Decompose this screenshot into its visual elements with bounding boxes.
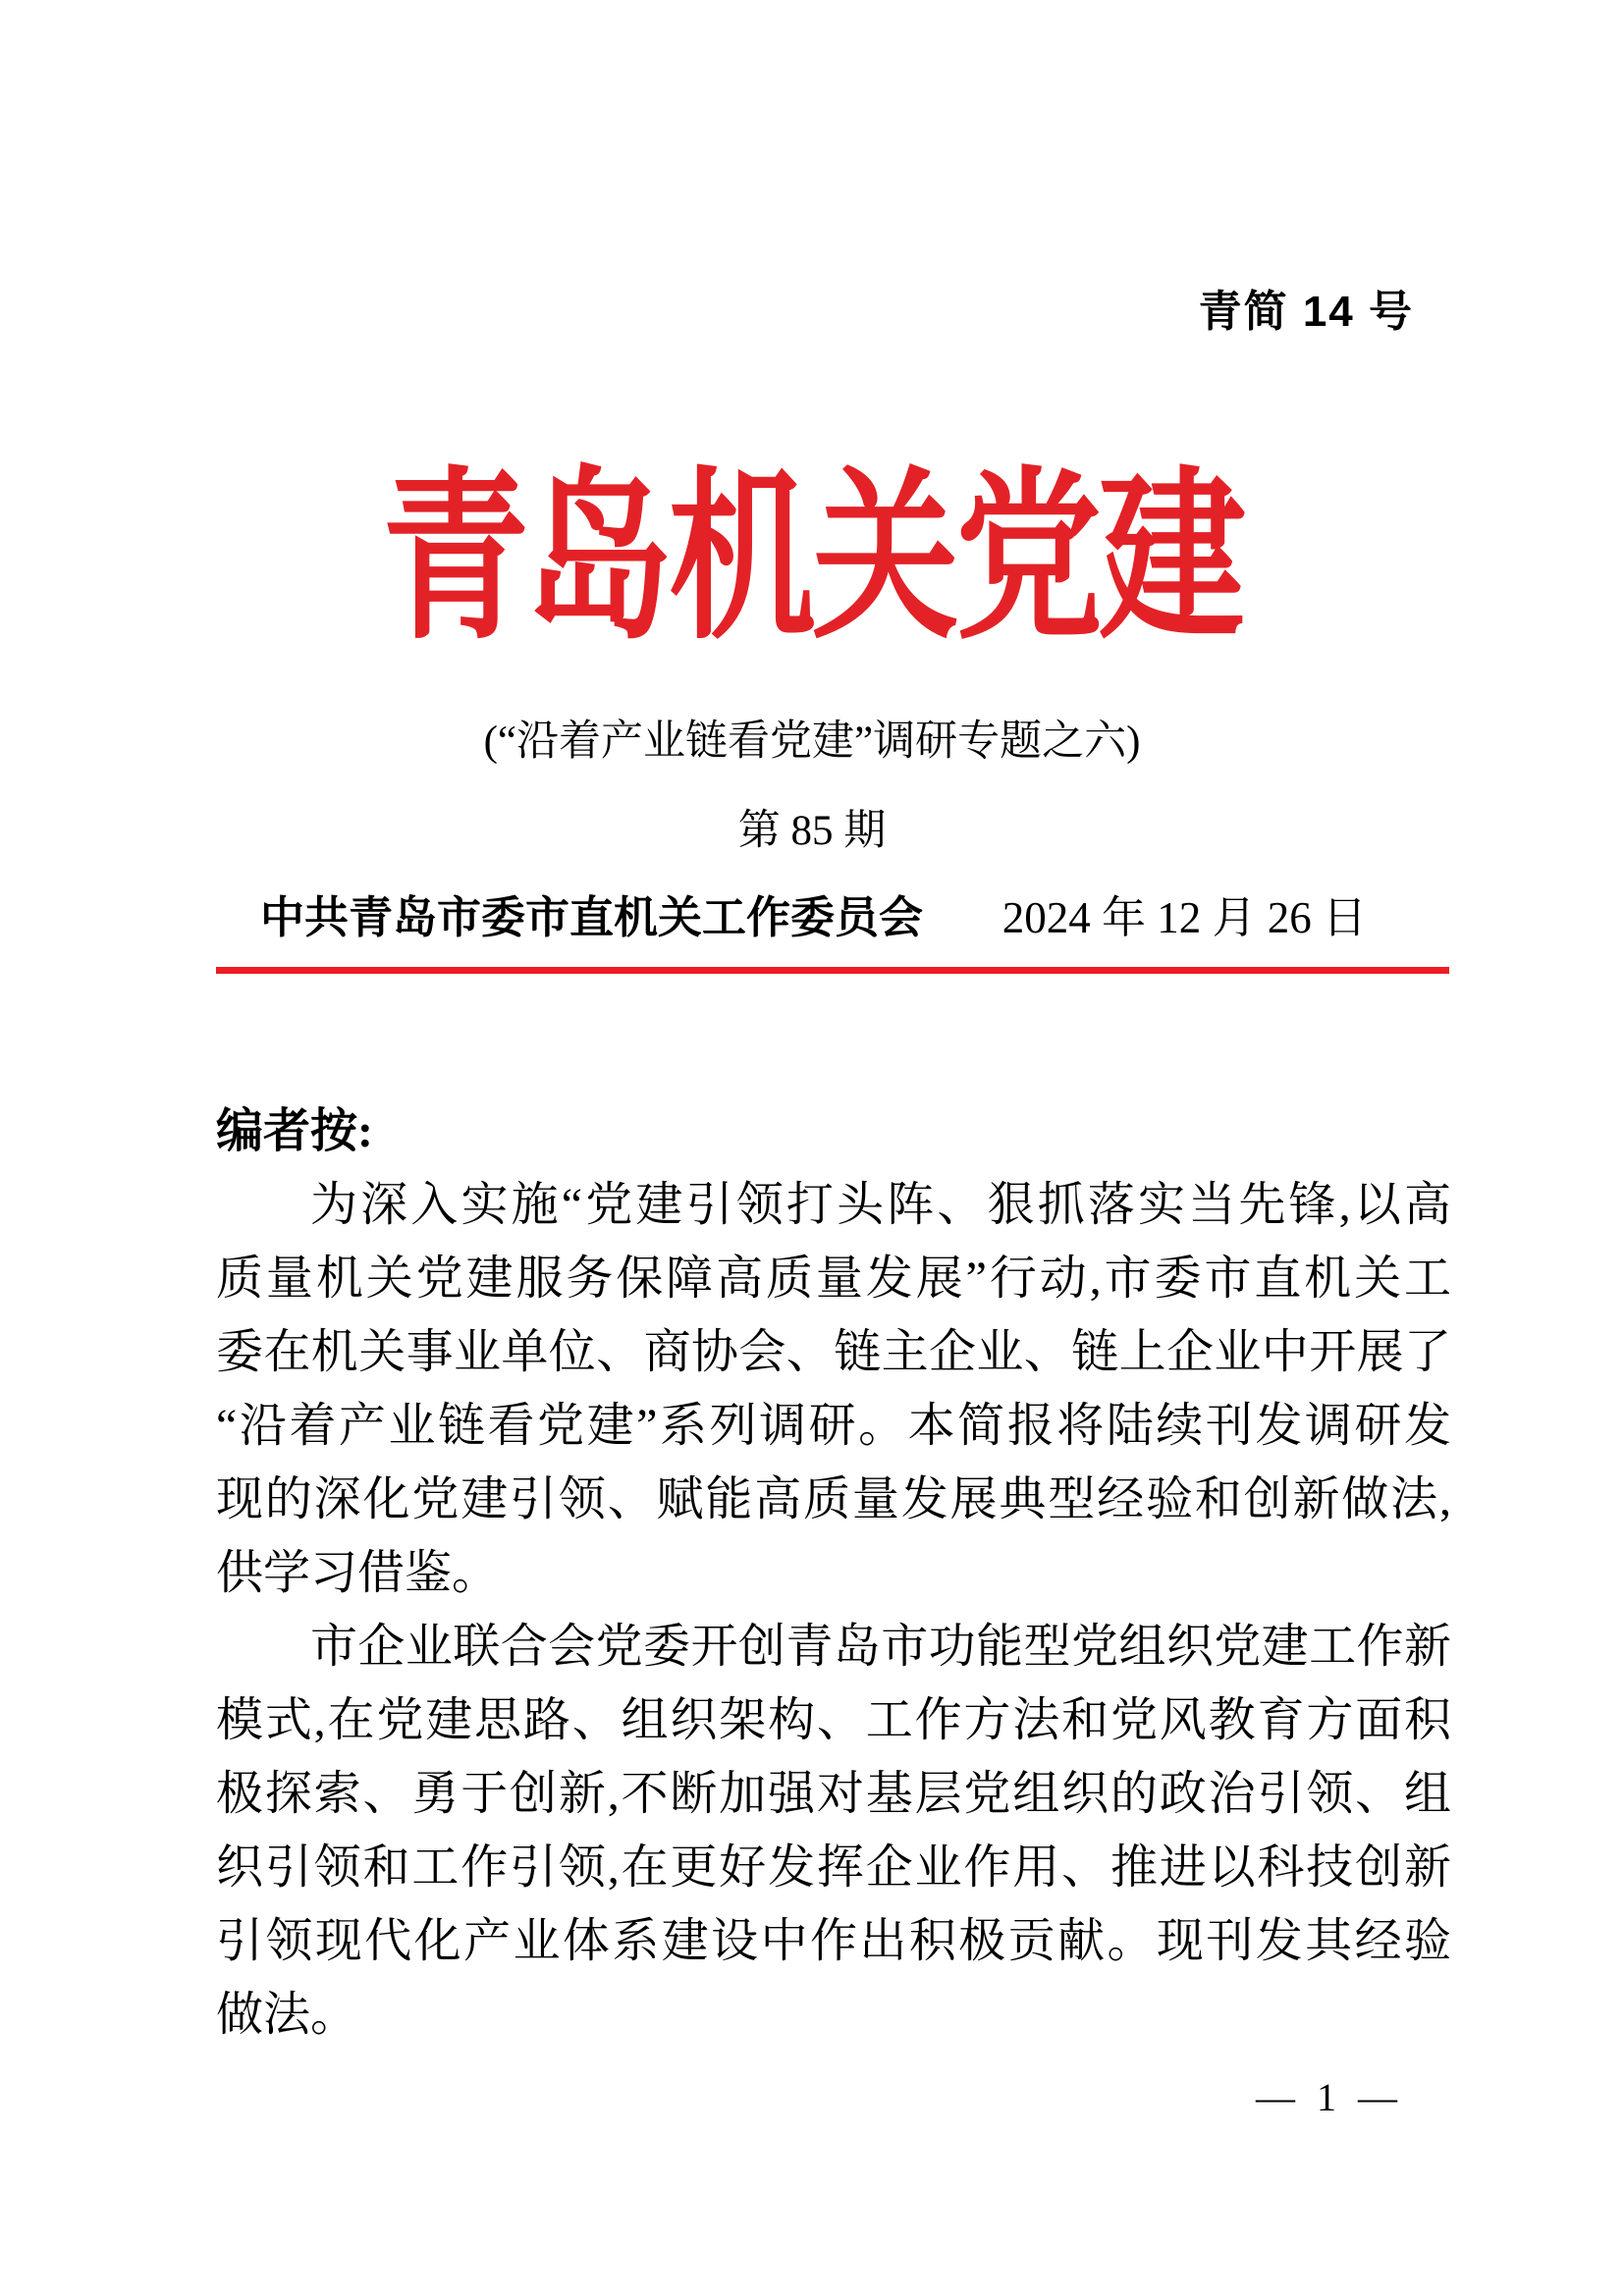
body-line: 极探索、勇于创新,不断加强对基层党组织的政治引领、组 bbox=[216, 1768, 1451, 1820]
masthead-divider-rule bbox=[216, 967, 1449, 974]
body-line: 模式,在党建思路、组织架构、工作方法和党风教育方面积 bbox=[216, 1694, 1451, 1746]
publisher-row bbox=[260, 888, 1367, 947]
body-line: 质量机关党建服务保障高质量发展”行动,市委市直机关工 bbox=[216, 1253, 1451, 1305]
publisher-name: 中共青岛市委市直机关工作委员会 bbox=[260, 893, 924, 942]
issue-number: 第 85 期 bbox=[737, 808, 887, 854]
doc-number: 青简 14 号 bbox=[1198, 288, 1414, 336]
body-line: 织引领和工作引领,在更好发挥企业作用、推进以科技创新 bbox=[216, 1842, 1451, 1894]
body-line: 市企业联合会党委开创青岛市功能型党组织党建工作新 bbox=[310, 1621, 1451, 1673]
body-line: “沿着产业链看党建”系列调研。本简报将陆续刊发调研发 bbox=[216, 1400, 1451, 1452]
body-line: 委在机关事业单位、商协会、链主企业、链上企业中开展了 bbox=[216, 1326, 1451, 1378]
body-line: 引领现代化产业体系建设中作出积极贡献。现刊发其经验 bbox=[216, 1915, 1451, 1967]
body-line: 编者按: bbox=[216, 1105, 373, 1157]
publication-date: 2024 年 12 月 26 日 bbox=[1001, 893, 1367, 942]
body-line: 现的深化党建引领、赋能高质量发展典型经验和创新做法, bbox=[216, 1473, 1451, 1525]
body-line: 供学习借鉴。 bbox=[216, 1547, 500, 1599]
masthead-subtitle: (“沿着产业链看党建”调研专题之六) bbox=[483, 719, 1141, 765]
body-lines bbox=[216, 1095, 1451, 2052]
body-line: 做法。 bbox=[216, 1989, 358, 2041]
page-number: — 1 — bbox=[1256, 2075, 1403, 2119]
body-line: 为深入实施“党建引领打头阵、狠抓落实当先锋,以高 bbox=[310, 1179, 1451, 1231]
masthead-title: 青岛机关党建 bbox=[381, 457, 1242, 662]
